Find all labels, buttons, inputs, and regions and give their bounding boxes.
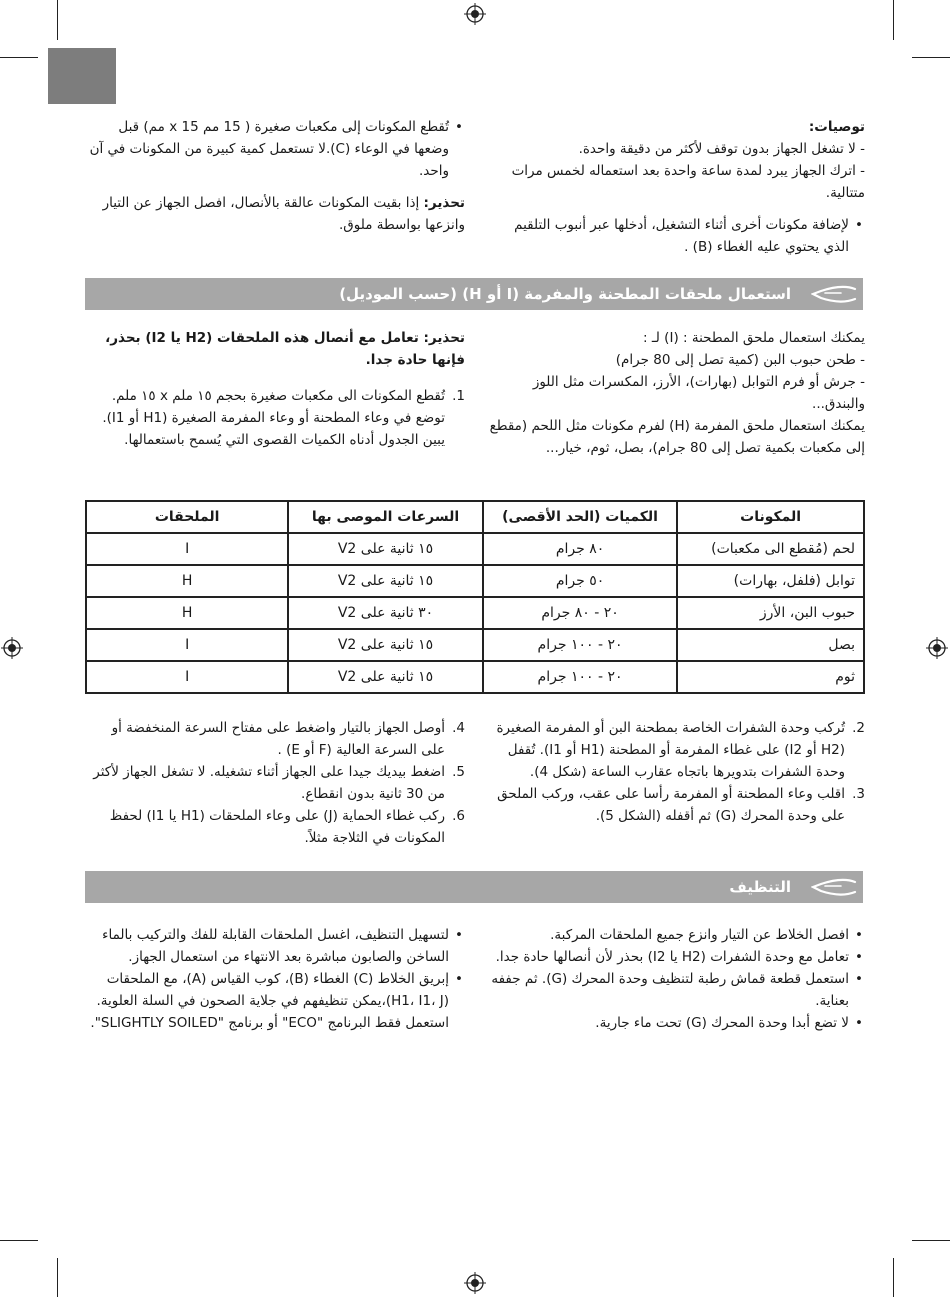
step-item [488, 717, 865, 783]
section-header-cleaning [85, 871, 863, 903]
cleaning-item: • تعامل مع وحدة الشفرات (H2 يا I2) بحذر لأن أنصالها حادة جدا. [488, 946, 849, 968]
table-cell: ثوم [677, 661, 864, 693]
step-item [85, 761, 465, 805]
top-left-block [85, 116, 465, 236]
crop-mark [893, 1258, 894, 1297]
step-item [85, 385, 465, 451]
table-cell: توابل (فلفل، بهارات) [677, 565, 864, 597]
step-number: 6. [452, 808, 465, 824]
table-cell: ١٥ ثانية على V2 [288, 629, 483, 661]
recommendation-line: - لا تشغل الجهاز بدون توقف لأكثر من دقيقة واحدة. [578, 141, 865, 157]
usage-line: - طحن حبوب البن (كمية تصل إلى 80 جرام) [615, 352, 865, 368]
crop-mark [0, 57, 38, 58]
step-text: ركب غطاء الحماية (J) على وعاء الملحقات (H1 يا I1) لحفظ المكونات في الثلاجة مثلاً. [109, 808, 445, 846]
table-cell: I [86, 629, 288, 661]
crop-mark [57, 0, 58, 40]
recommendation-bullet: • لإضافة مكونات أخرى أثناء التشغيل، أدخلها عبر أنبوب التلقيم الذي يحتوي عليه الغطاء (B) . [488, 214, 849, 258]
gray-print-block [48, 48, 116, 104]
step-number: 5. [452, 764, 465, 780]
warning-paragraph [85, 192, 465, 236]
steps-right-block [488, 717, 865, 827]
warning-text: إذا بقيت المكونات عالقة بالأنصال، افصل الجهاز عن التيار وانزعها بواسطة ملوق. [102, 195, 465, 233]
hand-pointer-icon [811, 874, 857, 900]
step-item [85, 805, 465, 849]
cleaning-item: • لتسهيل التنظيف، اغسل الملحقات القابلة للفك والتركيب بالماء الساخن والصابون مباشرة بعد الانتهاء من استعمال الجهاز. [85, 924, 449, 968]
crop-mark [57, 1258, 58, 1297]
hand-pointer-icon [811, 281, 857, 307]
table-row [86, 629, 864, 661]
steps-left-block [85, 717, 465, 849]
cleaning-right-block [488, 924, 865, 1034]
cleaning-item: • إبريق الخلاط (C) الغطاء (B)، كوب القياس (A)، مع الملحقات (H1، I1، J)،يمكن تنظيفهم في جلاية الصحون في السلة العلوية. استعمل فقط البرنامج "ECO" أو برنامج "SLIGHTLY SOILED". [85, 968, 449, 1034]
table-cell: H [86, 597, 288, 629]
crop-mark [0, 1240, 38, 1241]
usage-line: يمكنك استعمال ملحق المطحنة : (I) لـ : [642, 330, 865, 346]
table-header-cell: المكونات [677, 501, 864, 533]
section-title: استعمال ملحقات المطحنة والمفرمة (I أو H) (حسب الموديل) [339, 285, 791, 303]
table-cell: ٨٠ جرام [483, 533, 678, 565]
crop-mark [893, 0, 894, 40]
section-header-grinder [85, 278, 863, 310]
registration-mark-icon [464, 3, 486, 25]
table-cell: I [86, 661, 288, 693]
table-cell: ٢٠ - ٨٠ جرام [483, 597, 678, 629]
table-row [86, 597, 864, 629]
step-item [488, 783, 865, 827]
cleaning-left-block [85, 924, 465, 1034]
usage-line: - جرش أو فرم التوابل (بهارات)، الأرز، المكسرات مثل اللوز والبندق... [532, 374, 865, 412]
table-cell: بصل [677, 629, 864, 661]
recommendations-title: توصيات: [808, 119, 865, 135]
registration-mark-icon [464, 1272, 486, 1294]
section-title: التنظيف [729, 878, 791, 896]
table-row [86, 533, 864, 565]
step-item [85, 717, 465, 761]
table-header-cell: الملحقات [86, 501, 288, 533]
recommendations-block [488, 116, 865, 258]
step-number: 4. [452, 720, 465, 736]
registration-mark-icon [1, 637, 23, 659]
table-cell: ٥٠ جرام [483, 565, 678, 597]
step-number: 1. [452, 388, 465, 404]
table-cell: H [86, 565, 288, 597]
step-text: أوصل الجهاز بالتيار واضغط على مفتاح السرعة المنخفضة أو على السرعة العالية (F أو E) . [111, 720, 445, 758]
table-cell: ١٥ ثانية على V2 [288, 565, 483, 597]
table-cell: ٢٠ - ١٠٠ جرام [483, 661, 678, 693]
step-number: 3. [852, 786, 865, 802]
table-cell: حبوب البن، الأرز [677, 597, 864, 629]
usage-line: يمكنك استعمال ملحق المفرمة (H) لفرم مكونات مثل اللحم (مقطع إلى مكعبات بكمية تصل إلى 80 جرام)، بصل، ثوم، خيار... [489, 418, 865, 456]
table-row [86, 661, 864, 693]
cleaning-item: • افصل الخلاط عن التيار وانزع جميع الملحقات المركبة. [488, 924, 849, 946]
table-header-cell: الكميات (الحد الأقصى) [483, 501, 678, 533]
recommendation-line: - اترك الجهاز يبرد لمدة ساعة واحدة بعد استعماله لخمس مرات متتالية. [511, 163, 865, 201]
step-text: تُركب وحدة الشفرات الخاصة بمطحنة البن أو المفرمة الصغيرة (H2 أو I2) على غطاء المفرمة أو المطحنة (H1 أو I1). تُقفل وحدة الشفرات بتدويرها باتجاه عقارب الساعة (شكل 4). [496, 720, 845, 780]
crop-mark [912, 57, 950, 58]
grinder-usage-block [488, 327, 865, 459]
table-cell: ١٥ ثانية على V2 [288, 661, 483, 693]
warning-label: تحذير: [423, 195, 465, 211]
table-cell: ٢٠ - ١٠٠ جرام [483, 629, 678, 661]
step-number: 2. [852, 720, 865, 736]
table-row [86, 565, 864, 597]
step-text: اضغط بيديك جيدا على الجهاز أثناء تشغيله. لا تشغل الجهاز لأكثر من 30 ثانية بدون انقطاع. [93, 764, 445, 802]
blade-warning: تحذير: تعامل مع أنصال هذه الملحقات (H2 يا I2) بحذر، فإنها حادة جدا. [105, 330, 465, 368]
cutting-instruction: • تُقطع المكونات إلى مكعبات صغيرة ( 15 مم x 15 مم) قبل وضعها في الوعاء (C).لا تستعمل كمية كبيرة من المكونات في آن واحد. [85, 116, 449, 182]
cleaning-item: • لا تضع أبدا وحدة المحرك (G) تحت ماء جارية. [488, 1012, 849, 1034]
table-header-cell: السرعات الموصى بها [288, 501, 483, 533]
table-header-row [86, 501, 864, 533]
step-text: تُقطع المكونات الى مكعبات صغيرة بحجم ١٥ ملم x ١٥ ملم. توضع في وعاء المطحنة أو وعاء المفرمة الصغيرة (H1 أو I1). يبين الجدول أدناه الكميات القصوى التي يُسمح باستعمالها. [102, 388, 445, 448]
registration-mark-icon [926, 637, 948, 659]
table-cell: I [86, 533, 288, 565]
table-cell: ١٥ ثانية على V2 [288, 533, 483, 565]
cleaning-item: • استعمل قطعة قماش رطبة لتنظيف وحدة المحرك (G). ثم جففه بعناية. [488, 968, 849, 1012]
table-cell: ٣٠ ثانية على V2 [288, 597, 483, 629]
grinder-warning-block [85, 327, 465, 451]
crop-mark [912, 1240, 950, 1241]
step-text: اقلب وعاء المطحنة أو المفرمة رأسا على عقب، وركب الملحق على وحدة المحرك (G) ثم أقفله (الشكل 5). [497, 786, 845, 824]
table-cell: لحم (مُقطع الى مكعبات) [677, 533, 864, 565]
quantities-table [85, 500, 865, 694]
